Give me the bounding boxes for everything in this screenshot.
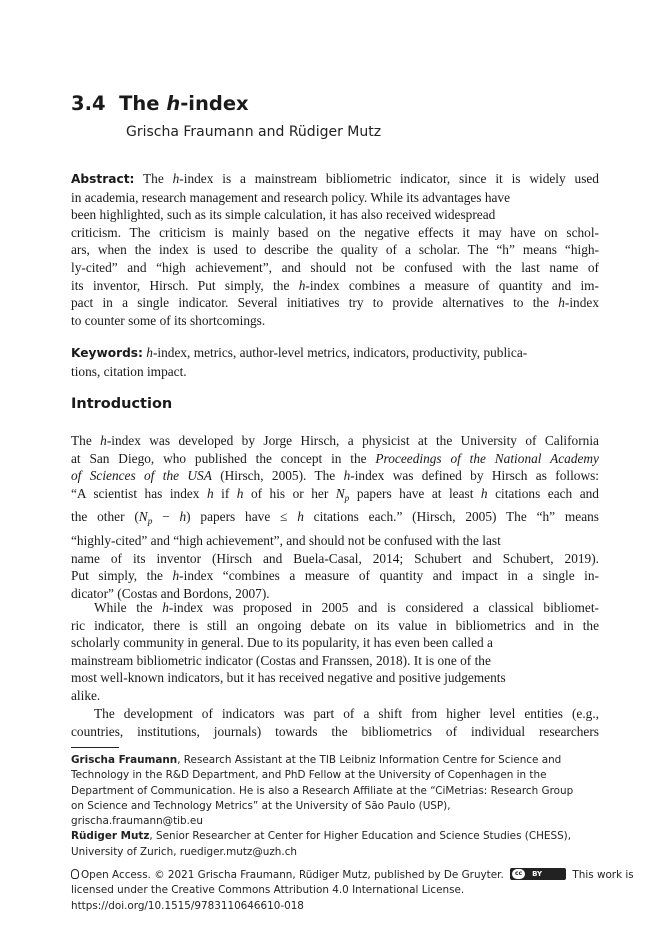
text-run: ric indicator, there is still an ongoing debate on its value in bibliometrics and in the [71,617,599,633]
text-run: of Sciences of the USA [71,468,212,484]
text-line [71,432,599,450]
text-run: N [335,485,345,501]
text-run: h [297,509,304,525]
text-run: Technology in the R&D Department, and PhD Fellow at the University of Copenhagen in the [71,769,547,782]
text-run: -index combines a measure of quantity and im- [305,277,599,293]
text-line [71,768,599,783]
section-heading-introduction: Introduction [71,396,173,412]
text-run: h [146,345,153,360]
text-line [71,241,599,259]
text-run: been highlighted, such as its simple calculation, it has also received widespread [71,207,496,223]
text-run: if [213,485,237,501]
cc-by-badge-icon: cc BY [510,868,566,880]
text-line [71,814,599,829]
text-run: h [298,277,306,293]
text-run: -index, metrics, author-level metrics, indicators, productivity, publica- [152,345,528,360]
text-line [71,753,599,768]
license-line1-pre: Open Access. © 2021 Grischa Fraumann, Rüdiger Mutz, published by De Gruyter. [81,869,504,881]
text-line [71,189,599,207]
text-line [71,344,599,363]
text-run: Put simply, the [71,568,173,584]
text-line [71,652,599,670]
text-run: ars, when the index is used to describe the quality of a scholar. The “h” means “high- [71,242,599,258]
text-run: p [147,517,153,528]
text-run: -index was defined by Hirsch as follows: [350,468,599,484]
introduction-paragraph-1 [71,432,599,602]
text-line [71,277,599,295]
text-line [71,617,599,635]
chapter-title-pre: The [119,92,167,115]
text-run: h [206,485,214,501]
chapter-title [71,92,249,116]
text-line [71,634,599,652]
chapter-number: 3.4 [71,92,106,115]
text-run: -index was developed by Jorge Hirsch, a physicist at the University of California [106,433,599,448]
text-run: The development of indicators was part of a shift from higher level entities (e.g., [94,706,599,721]
text-run: , Research Assistant at the TIB Leibniz Information Centre for Science and [177,754,562,766]
license-note [71,868,634,914]
text-run: citations each and [487,485,599,501]
text-line [71,259,599,277]
chapter-title-post: -index [180,92,249,115]
text-run: tions, citation impact. [71,363,187,379]
text-run: mainstream bibliometric indicator (Costas and Franssen, 2018). It is one of the [71,652,491,668]
chapter-authors: Grischa Fraumann and Rüdiger Mutz [126,124,382,140]
text-run: its inventor, Hirsch. Put simply, the [71,277,299,293]
text-line [71,508,599,532]
text-run: h [480,485,488,501]
text-run: grischa.fraumann@tib.eu [71,815,203,828]
text-line [71,467,599,485]
text-run: h [100,433,107,448]
text-run: Department of Communication. He is also a Research Affiliate at the “CiMetrias: Research Group [71,784,574,797]
open-access-icon [71,869,79,879]
text-line [71,550,599,568]
text-line [71,312,599,330]
text-run: h [172,568,180,584]
text-run: ly-cited” and “high achievement”, and should not be confused with the last name of [71,259,599,275]
text-line [71,206,599,224]
text-run: , Senior Researcher at Center for Higher Education and Science Studies (CHESS), [149,830,572,843]
footnote-rule [71,747,119,748]
introduction-paragraph-2 [71,599,599,705]
text-run: -index “combines a measure of quantity and impact in a single in- [179,568,599,584]
text-run: Rüdiger Mutz [71,830,150,843]
text-run: University of Zurich, ruediger.mutz@uzh.ch [71,845,297,858]
text-run: name of its inventor (Hirsch and Buela-Casal, 2014; Schubert and Schubert, 2019). [71,550,599,566]
cc-by-label: BY [532,870,543,878]
text-run: − [152,509,180,525]
chapter-title-h: h [166,92,181,115]
text-line [71,845,599,860]
text-run: dicator” (Costas and Bordons, 2007). [71,585,270,601]
text-run: citations each.” (Hirsch, 2005) The “h” means [303,509,599,525]
text-line [71,294,599,312]
text-run: in academia, research management and research policy. While its advantages have [71,189,511,205]
author-footnotes [71,753,599,860]
text-run: h [236,485,244,501]
text-line [71,705,599,723]
text-run: papers have at least [349,485,481,501]
text-run: Grischa Fraumann [71,754,178,766]
text-line [71,485,599,509]
block-label: Keywords: [71,346,143,360]
text-run: While the [94,600,163,615]
abstract [71,170,599,329]
text-run: The [134,171,173,186]
text-run: criticism. The criticism is mainly based on the negative effects it may have on schol- [71,224,599,240]
text-run: at San Diego, who published the concept in the [71,450,376,466]
text-line [71,224,599,242]
text-run: “highly-cited” and “high achievement”, and should not be confused with the last [71,532,501,548]
text-run: The [71,433,101,448]
text-line [71,567,599,585]
text-run: alike. [71,687,101,703]
text-run: -index was proposed in 2005 and is considered a classical bibliomet- [168,600,599,615]
text-run: h [179,509,187,525]
text-line [71,599,599,617]
text-run: of his or her [243,485,336,501]
text-run: p [344,493,350,504]
text-run: on Science and Technology Metrics” at the University of São Paulo (USP), [71,799,451,812]
text-run: (Hirsch, 2005). The [211,468,344,484]
text-line [71,170,599,189]
text-line [71,784,599,799]
license-line2: licensed under the Creative Commons Attribution 4.0 International License. [71,884,465,897]
doi-link[interactable]: https://doi.org/10.1515/9783110646610-018 [71,899,304,912]
text-line [71,687,599,705]
block-label: Abstract: [71,172,135,186]
text-line [71,363,599,381]
introduction-paragraph-3 [71,705,599,740]
text-run: h [558,295,565,311]
text-run: pact in a single indicator. Several initiatives try to provide alternatives to the [71,295,559,311]
text-run: to counter some of its shortcomings. [71,312,266,328]
text-run: countries, institutions, journals) towards the bibliometrics of individual researchers [71,723,599,739]
text-run: Proceedings of the National Academy [375,450,599,466]
text-line [71,450,599,468]
text-line [71,829,599,844]
license-line1-post: This work is [572,869,634,881]
text-run: h [162,600,169,615]
text-run: h [343,468,351,484]
text-run: scholarly community in general. Due to its popularity, it has even been called a [71,635,493,651]
text-run: -index [564,295,599,311]
keywords-lines [71,344,599,380]
text-run: -index is a mainstream bibliometric indicator, since it is widely used [179,171,599,186]
text-line [71,669,599,687]
keywords [71,344,599,380]
text-run: ) papers have ≤ [186,509,298,525]
abstract-lines [71,170,599,329]
text-run: “A scientist has index [71,485,207,501]
text-run: most well-known indicators, but it has received negative and positive judgements [71,670,506,686]
text-line [71,799,599,814]
text-run: N [138,509,148,525]
text-line [71,532,599,550]
text-run: h [172,171,180,186]
text-run: the other ( [71,509,139,525]
text-line [71,723,599,741]
